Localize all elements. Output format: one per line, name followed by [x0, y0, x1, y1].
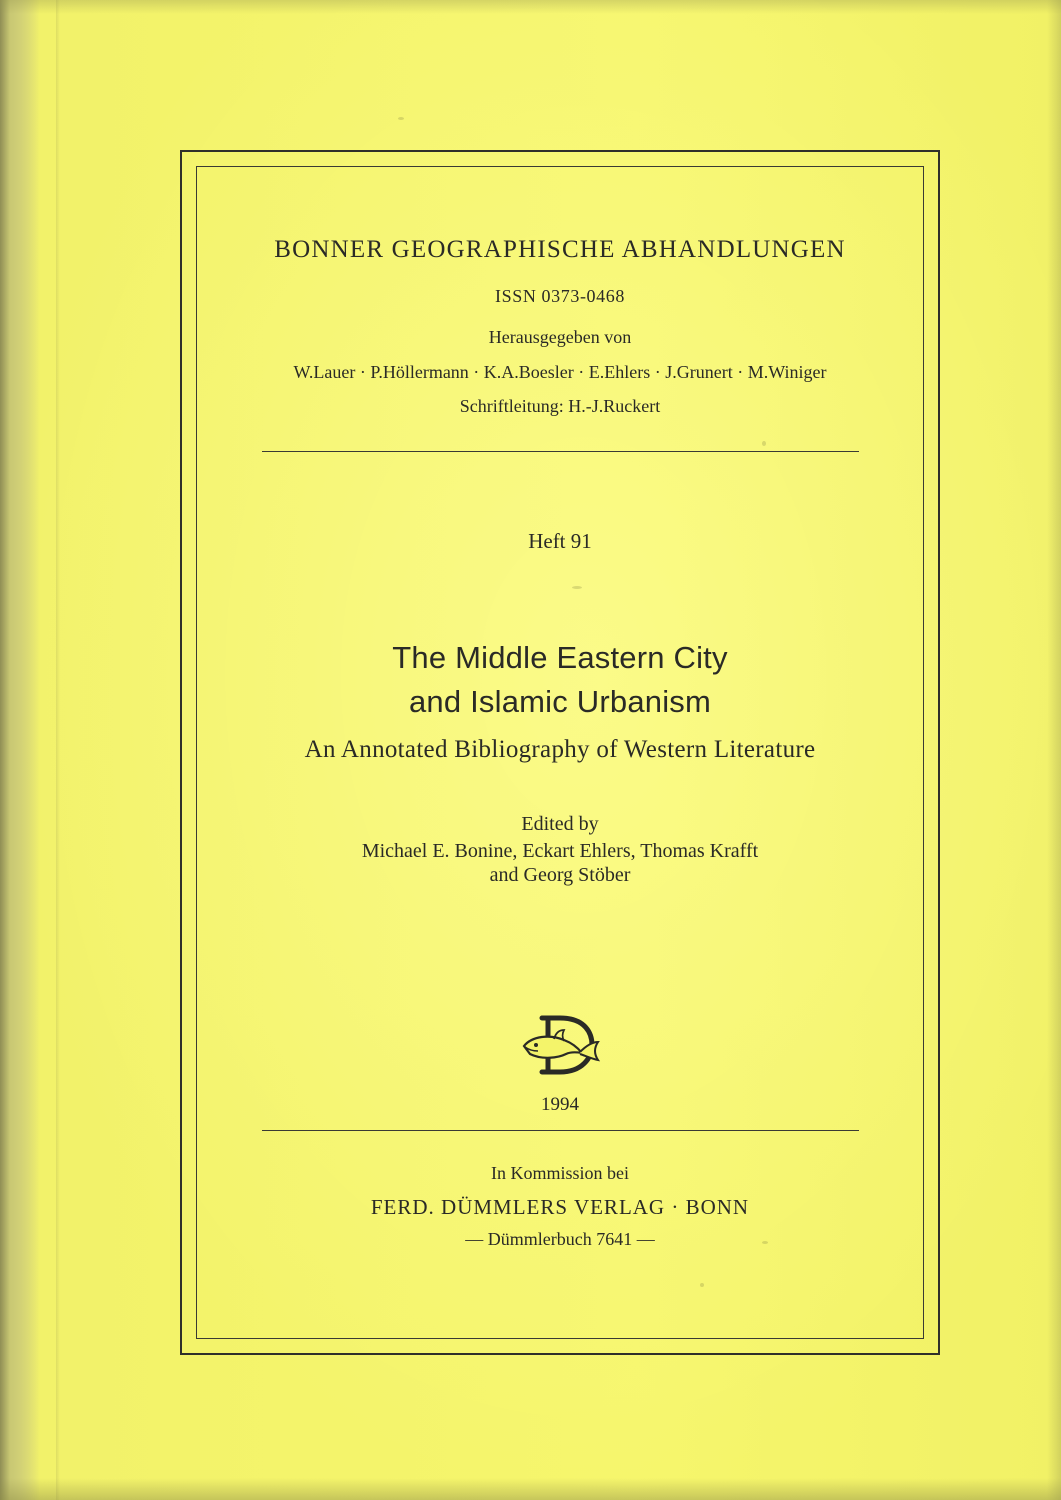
publisher-name: FERD. DÜMMLERS VERLAG · BONN — [370, 1195, 750, 1219]
book-number: — Dümmlerbuch 7641 — — [465, 1229, 655, 1249]
edited-by-label: Edited by — [521, 813, 599, 835]
commission-label: In Kommission bei — [491, 1163, 629, 1183]
book-subtitle: An Annotated Bibliography of Western Literature — [304, 736, 816, 763]
cover-hinge — [56, 0, 60, 1500]
editors-intro: Herausgegeben von — [488, 327, 632, 347]
managing-editor: Schriftleitung: H.-J.Ruckert — [459, 396, 661, 416]
publisher-dolphin-logo-icon — [520, 1012, 602, 1076]
authors-line-2: and Georg Stöber — [489, 864, 631, 886]
issue-number: Heft 91 — [528, 529, 592, 553]
book-title-line-2: and Islamic Urbanism — [408, 684, 712, 719]
series-title: BONNER GEOGRAPHISCHE ABHANDLUNGEN — [274, 236, 846, 263]
spine-shadow — [0, 0, 40, 1500]
series-editors-list: W.Lauer · P.Höllermann · K.A.Boesler · E.Ehlers · J.Grunert · M.Winiger — [293, 362, 827, 382]
divider-bottom — [262, 1130, 859, 1131]
publication-year: 1994 — [541, 1094, 579, 1115]
cover-top-edge — [0, 0, 1061, 14]
cover-bottom-edge — [0, 1478, 1061, 1500]
authors-line-1: Michael E. Bonine, Eckart Ehlers, Thomas Krafft — [361, 840, 759, 862]
book-title-line-1: The Middle Eastern City — [392, 640, 728, 675]
cover-right-edge — [1047, 0, 1061, 1500]
wear-spot — [398, 117, 404, 120]
divider-top — [262, 451, 859, 452]
issn-number: ISSN 0373-0468 — [495, 286, 625, 306]
